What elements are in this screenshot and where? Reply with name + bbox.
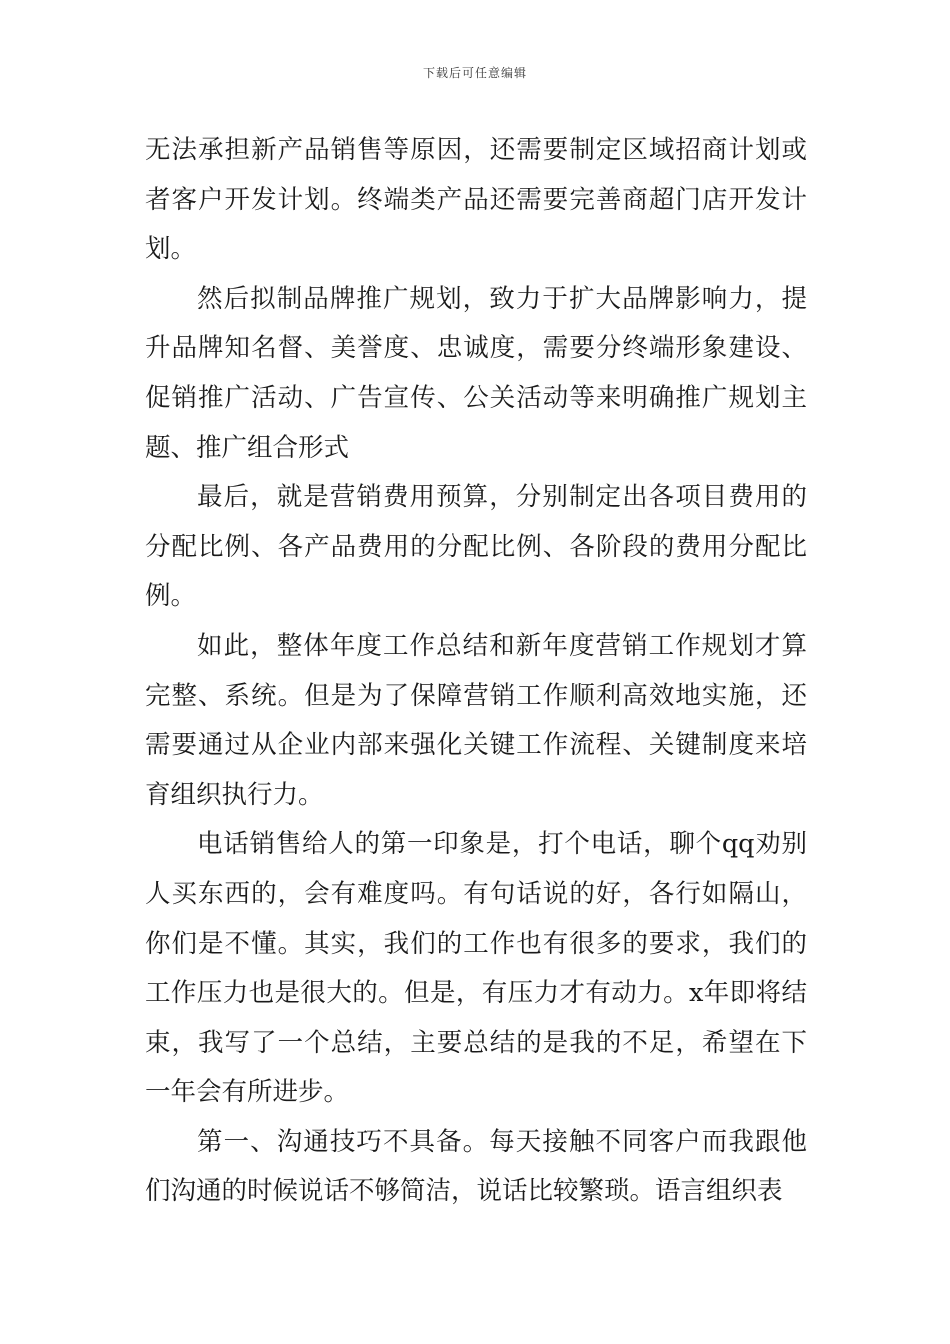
paragraph-brand-promotion: 然后拟制品牌推广规划，致力于扩大品牌影响力，提升品牌知名督、美誉度、忠诚度，需要分终端形象建设、促销推广活动、广告宣传、公关活动等来明确推广规划主题、推广组合形式 (145, 283, 807, 463)
paragraph-marketing-budget: 最后，就是营销费用预算，分别制定出各项目费用的分配比例、各产品费用的分配比例、各阶段的费用分配比例。 (145, 482, 807, 612)
paragraph-communication-skills: 第一、沟通技巧不具备。每天接触不同客户而我跟他们沟通的时候说话不够简洁，说话比较繁琐。语言组织表 (145, 1126, 807, 1207)
paragraph-continued: 无法承担新产品销售等原因，还需要制定区域招商计划或者客户开发计划。终端类产品还需要完善商超门店开发计划。 (145, 135, 807, 265)
page-header-note: 下载后可任意编辑 (422, 66, 527, 80)
paragraph-summary-completeness: 如此，整体年度工作总结和新年度营销工作规划才算完整、系统。但是为了保障营销工作顺利高效地实施，还需要通过从企业内部来强化关键工作流程、关键制度来培育组织执行力。 (145, 630, 807, 810)
paragraph-phone-sales: 电话销售给人的第一印象是，打个电话，聊个qq劝别人买东西的，会有难度吗。有句话说的好，各行如隔山，你们是不懂。其实，我们的工作也有很多的要求，我们的工作压力也是很大的。但是，有压力才有动力。x年即将结束，我写了一个总结，主要总结的是我的不足，希望在下一年会有所进步。 (145, 829, 807, 1108)
document-body (145, 126, 807, 1217)
